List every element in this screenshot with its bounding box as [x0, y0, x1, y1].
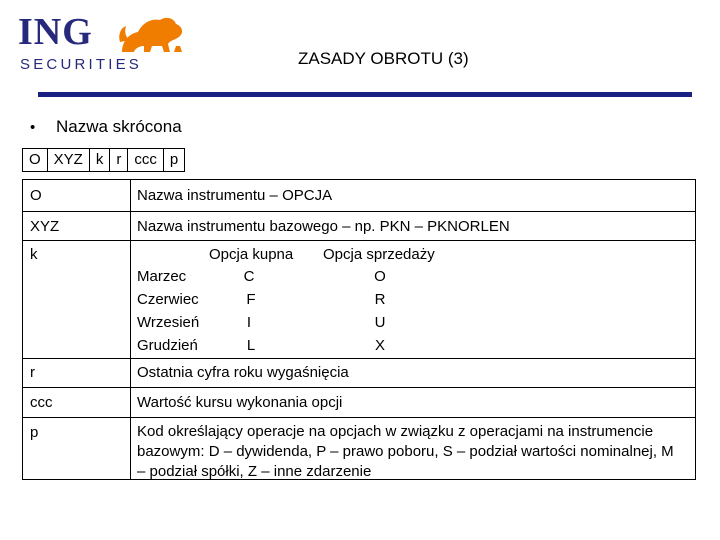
- code-part-xyz: XYZ: [47, 149, 89, 172]
- month-put-code: R: [374, 291, 386, 308]
- row-key: ccc: [30, 394, 53, 411]
- header-put-option: Opcja sprzedaży: [323, 246, 435, 263]
- definitions-table: [22, 179, 696, 480]
- row-k: [23, 240, 695, 359]
- month-name: Wrzesień: [137, 314, 200, 331]
- title-divider: [38, 92, 692, 97]
- row-r: [23, 358, 695, 388]
- logo-securities-text: SECURITIES: [20, 56, 143, 73]
- ing-securities-logo: [18, 12, 178, 74]
- row-description: Nazwa instrumentu – OPCJA: [137, 187, 333, 204]
- month-name: Marzec: [137, 268, 187, 285]
- row-xyz: [23, 211, 695, 241]
- code-part-o: O: [23, 149, 48, 172]
- month-call-code: C: [243, 268, 255, 285]
- code-part-ccc: ccc: [128, 149, 164, 172]
- code-part-k: k: [89, 149, 110, 172]
- code-structure-table: [22, 148, 185, 172]
- page-title: ZASADY OBROTU (3): [298, 49, 469, 68]
- header-call-option: Opcja kupna: [209, 246, 294, 263]
- row-key: p: [30, 424, 39, 441]
- row-ccc: [23, 387, 695, 418]
- month-name: Czerwiec: [137, 291, 199, 308]
- month-call-code: I: [246, 314, 252, 331]
- row-key: O: [30, 187, 42, 204]
- row-description: Nazwa instrumentu bazowego – np. PKN – PKNORLEN: [137, 218, 510, 235]
- month-put-code: O: [374, 268, 386, 285]
- row-key: k: [30, 246, 38, 263]
- row-o: [23, 180, 695, 211]
- logo-ing-text: ING: [18, 11, 93, 53]
- row-description: Ostatnia cyfra roku wygaśnięcia: [137, 364, 349, 381]
- month-put-code: X: [374, 337, 385, 354]
- lion-icon: [116, 12, 188, 56]
- month-call-code: F: [246, 291, 256, 308]
- code-part-p: p: [163, 149, 184, 172]
- row-p: [23, 417, 695, 480]
- code-part-r: r: [110, 149, 128, 172]
- row-key: XYZ: [30, 218, 60, 235]
- bullet-marker: •: [30, 119, 36, 136]
- section-subtitle: Nazwa skrócona: [56, 117, 182, 136]
- row-description: Wartość kursu wykonania opcji: [137, 394, 343, 411]
- month-call-code: L: [246, 337, 256, 354]
- row-description: Kod określający operacje na opcjach w związku z operacjami na instrumencie bazowym: D – dywidenda, P – prawo poboru, S – podział wartości nominalnej, M – podział spółki, Z – inne zdarzenie: [137, 423, 674, 480]
- month-name: Grudzień: [137, 337, 198, 354]
- row-key: r: [30, 364, 35, 381]
- month-put-code: U: [374, 314, 386, 331]
